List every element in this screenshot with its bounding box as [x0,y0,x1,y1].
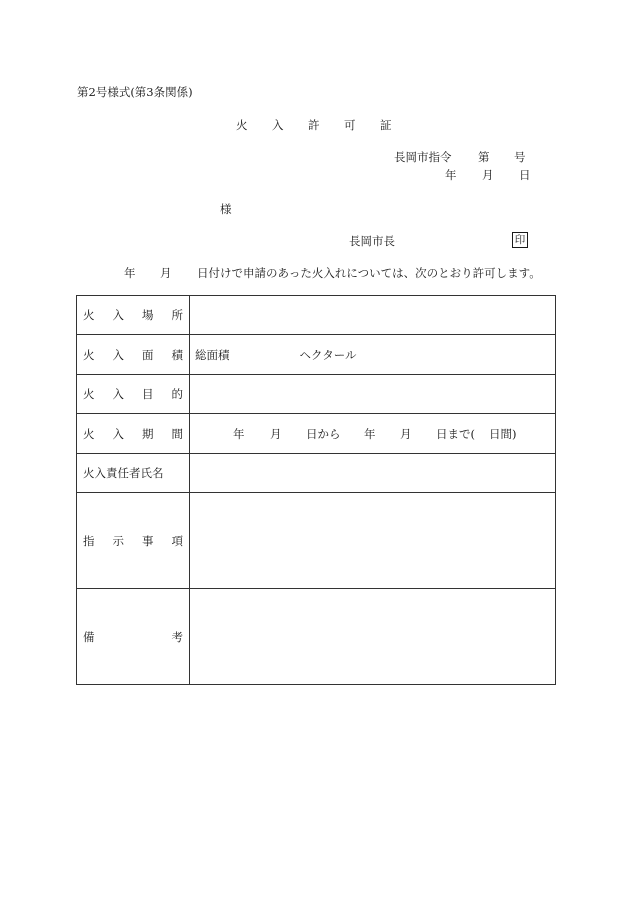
permission-statement [124,266,541,280]
label-char: 入 [112,308,124,322]
purpose-label [77,375,190,414]
period-label [77,414,190,454]
label-char: 項 [171,533,183,548]
document-title [236,118,416,132]
label-char: 所 [171,308,183,322]
label-char: 示 [112,533,124,548]
total-area-label: 総面積 [195,347,230,362]
remarks-field[interactable] [190,589,556,685]
table-row [77,296,556,335]
instructions-label [77,493,190,589]
mayor-title: 長岡市長 [349,234,395,248]
label-char: 積 [171,347,183,362]
issuer-label: 長岡市指令 [394,150,452,164]
table-row [77,375,556,414]
remarks-label [77,589,190,685]
table-row [77,454,556,493]
label-char: 考 [171,629,183,644]
period-start-day: 日から [306,426,341,441]
date-day: 日 [519,168,531,182]
table-row [77,493,556,589]
label-char: 備 [83,629,95,644]
title-char: 証 [380,118,392,132]
period-start-year: 年 [233,426,245,441]
title-char: 火 [236,118,248,132]
table-row [77,414,556,454]
label-char: 指 [83,533,95,548]
label-char: 間 [171,426,183,441]
label-char: 場 [142,308,154,322]
location-field[interactable] [190,296,556,335]
table-row [77,589,556,685]
label-char: 事 [142,533,154,548]
number-suffix: 号 [514,150,526,164]
permit-table [76,295,556,685]
period-field[interactable] [190,414,556,454]
date-year: 年 [445,168,457,182]
recipient-honorific: 様 [220,202,232,216]
number-prefix: 第 [478,150,490,164]
period-start-month: 月 [270,426,282,441]
label-char: 面 [142,347,154,362]
seal-mark: 印 [512,232,528,248]
period-days: 日間) [489,426,517,441]
area-unit: ヘクタール [299,347,357,362]
title-char: 可 [344,118,356,132]
label-char: 火 [83,308,95,322]
title-char: 許 [308,118,320,132]
label-char: 火 [83,426,95,441]
statement-year: 年 [124,266,136,280]
location-label [77,296,190,335]
period-end-month: 月 [400,426,412,441]
label-text: 火入責任者氏名 [83,466,164,480]
date-month: 月 [482,168,494,182]
period-end-year: 年 [364,426,376,441]
form-number: 第2号様式(第3条関係) [77,85,193,99]
issuance-number [394,150,526,164]
instructions-field[interactable] [190,493,556,589]
area-label [77,335,190,375]
statement-text: 日付けで申請のあった火入れについては、次のとおり許可します。 [197,266,541,280]
label-char: 火 [83,387,95,401]
label-char: 的 [171,387,183,401]
responsible-person-label [77,454,190,493]
area-field[interactable] [190,335,556,375]
statement-month: 月 [160,266,172,280]
purpose-field[interactable] [190,375,556,414]
label-char: 火 [83,347,95,362]
responsible-person-field[interactable] [190,454,556,493]
label-char: 入 [112,347,124,362]
title-char: 入 [272,118,284,132]
label-char: 入 [112,426,124,441]
table-row [77,335,556,375]
label-char: 期 [142,426,154,441]
label-char: 目 [142,387,154,401]
issue-date [445,168,556,182]
period-end-day: 日まで( [436,426,475,441]
label-char: 入 [112,387,124,401]
